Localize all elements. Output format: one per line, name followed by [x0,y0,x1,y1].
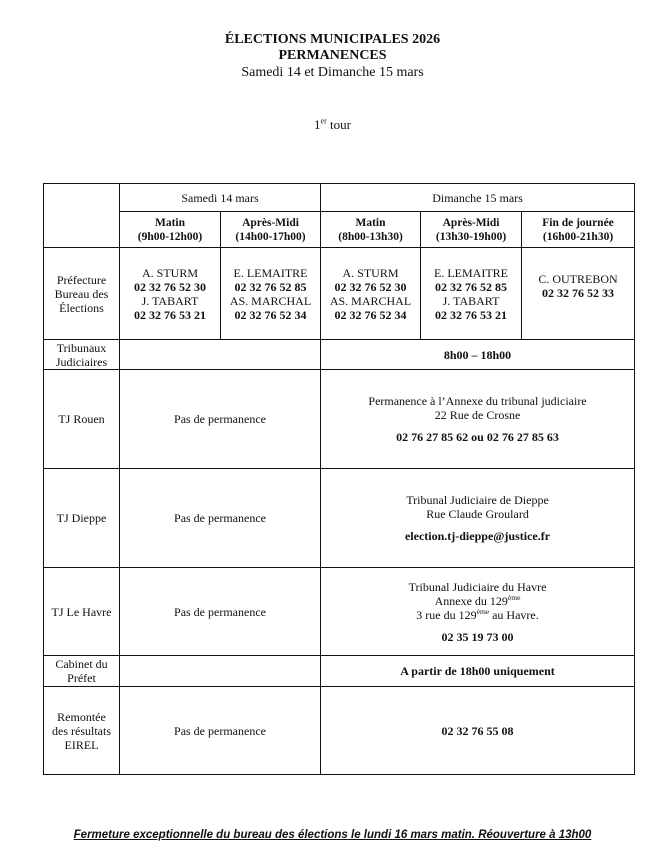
contact-name: C. OUTREBON [538,272,618,286]
label-line: Cabinet du [55,657,108,671]
eirel-phone: 02 32 76 55 08 [321,687,635,775]
contact-cell [221,248,321,340]
row-label-prefecture [44,248,120,340]
contact-name: E. LEMAITRE [434,265,509,280]
tj-dieppe-line1: Tribunal Judiciaire de Dieppe [406,493,549,507]
tj-rouen-phones: 02 76 27 85 62 ou 02 76 27 85 63 [396,430,559,444]
contact-phone: 02 32 76 52 30 [334,279,407,294]
contact-cell [120,248,221,340]
slot-hours: (13h30-19h00) [435,230,507,243]
prefecture-row [44,248,635,340]
tj-havre-saturday: Pas de permanence [120,568,321,656]
row-label-eirel [44,687,120,775]
row-label-tribunaux [44,340,120,370]
cabinet-row [44,656,635,687]
label-line: des résultats [52,723,111,738]
tj-dieppe-sunday [321,469,635,568]
slot-label: Fin de journée [542,216,614,229]
contact-phone: 02 32 76 53 21 [134,307,206,322]
contact-phone: 02 32 76 52 33 [542,286,615,300]
tribunaux-sunday-hours: 8h00 – 18h00 [321,340,635,370]
footer-notice: Fermeture exceptionnelle du bureau des élections le lundi 16 mars matin. Réouverture à 13h00 [73,829,592,841]
label-line: Préfecture [56,272,107,287]
contact-phone: 02 32 76 52 34 [234,307,307,322]
tj-dieppe-saturday: Pas de permanence [120,469,321,568]
tj-havre-row [44,568,635,656]
tour-label [0,117,665,133]
tj-rouen-sunday [321,370,635,469]
row-label-tj-rouen: TJ Rouen [44,370,120,469]
slot-header [321,212,421,248]
cabinet-sunday: A partir de 18h00 uniquement [321,656,635,687]
label-line: Préfet [67,671,96,685]
tj-dieppe-row [44,469,635,568]
row-label-tj-havre: TJ Le Havre [44,568,120,656]
slot-hours: (14h00-17h00) [235,230,306,243]
slot-header [421,212,522,248]
sunday-header: Dimanche 15 mars [321,184,635,212]
row-label-cabinet [44,656,120,687]
tj-havre-line1: Tribunal Judiciaire du Havre [408,579,547,594]
contact-cell [421,248,522,340]
label-line: Bureau des [54,286,109,301]
contact-phone: 02 32 76 52 85 [234,279,307,294]
tj-havre-line2 [321,594,634,608]
tribunaux-row [44,340,635,370]
slot-header-row [44,212,635,248]
cabinet-saturday-cell [120,656,321,687]
tj-rouen-line1: Permanence à l’Annexe du tribunal judiciaire [368,394,587,408]
contact-phone: 02 32 76 52 85 [435,279,508,294]
document-title: ÉLECTIONS MUNICIPALES 2026 [224,32,441,47]
tour-word: tour [330,117,351,132]
eirel-row [44,687,635,775]
slot-label: Matin [355,216,386,229]
permanences-table [43,183,635,775]
contact-phone: 02 32 76 52 34 [334,307,407,322]
contact-name: A. STURM [342,265,399,280]
contact-phone: 02 32 76 53 21 [435,307,508,322]
contact-name: J. TABART [442,293,500,308]
row-label-tj-dieppe: TJ Dieppe [44,469,120,568]
slot-header [120,212,221,248]
eirel-saturday: Pas de permanence [120,687,321,775]
text: Annexe du 129 [434,593,508,608]
label-line: Élections [59,300,104,315]
slot-hours: (16h00-21h30) [542,230,614,243]
tj-dieppe-email[interactable]: election.tj-dieppe@justice.fr [404,529,551,543]
label-line: Judiciaires [55,354,108,369]
slot-header [221,212,321,248]
contact-name: E. LEMAITRE [233,265,308,280]
tour-sup: er [320,116,327,126]
tj-rouen-saturday: Pas de permanence [120,370,321,469]
tj-rouen-row [44,370,635,469]
tribunaux-saturday-cell [120,340,321,370]
tj-dieppe-line2: Rue Claude Groulard [426,507,529,521]
text: 3 rue du 129 [416,607,477,622]
tour-number: 1 [314,117,321,132]
slot-label: Après-Midi [242,216,299,229]
superscript: ème [507,592,521,602]
label-line: Remontée [57,709,106,724]
empty-corner-cell [44,184,120,248]
contact-name: AS. MARCHAL [229,293,312,308]
contact-phone: 02 32 76 52 30 [134,279,206,294]
slot-label: Après-Midi [442,216,500,229]
saturday-header: Samedi 14 mars [120,184,321,212]
contact-name: J. TABART [141,293,199,308]
contact-cell [321,248,421,340]
tj-havre-line3 [321,608,634,622]
contact-name: A. STURM [141,265,198,280]
text: au Havre. [489,607,539,622]
tj-havre-phone: 02 35 19 73 00 [441,629,514,644]
tj-rouen-line2: 22 Rue de Crosne [434,408,521,422]
slot-hours: (9h00-12h00) [137,230,203,243]
slot-label: Matin [154,216,186,229]
superscript: ème [476,606,490,616]
contact-cell [522,248,635,340]
day-header-row [44,184,635,212]
contact-name: AS. MARCHAL [329,293,412,308]
document-dates: Samedi 14 et Dimanche 15 mars [241,65,424,80]
slot-hours: (8h00-13h30) [338,230,403,243]
tj-havre-sunday [321,568,635,656]
document-subtitle: PERMANENCES [278,48,387,63]
label-line: Tribunaux [56,340,107,355]
label-line: EIREL [64,737,99,752]
slot-header [522,212,635,248]
